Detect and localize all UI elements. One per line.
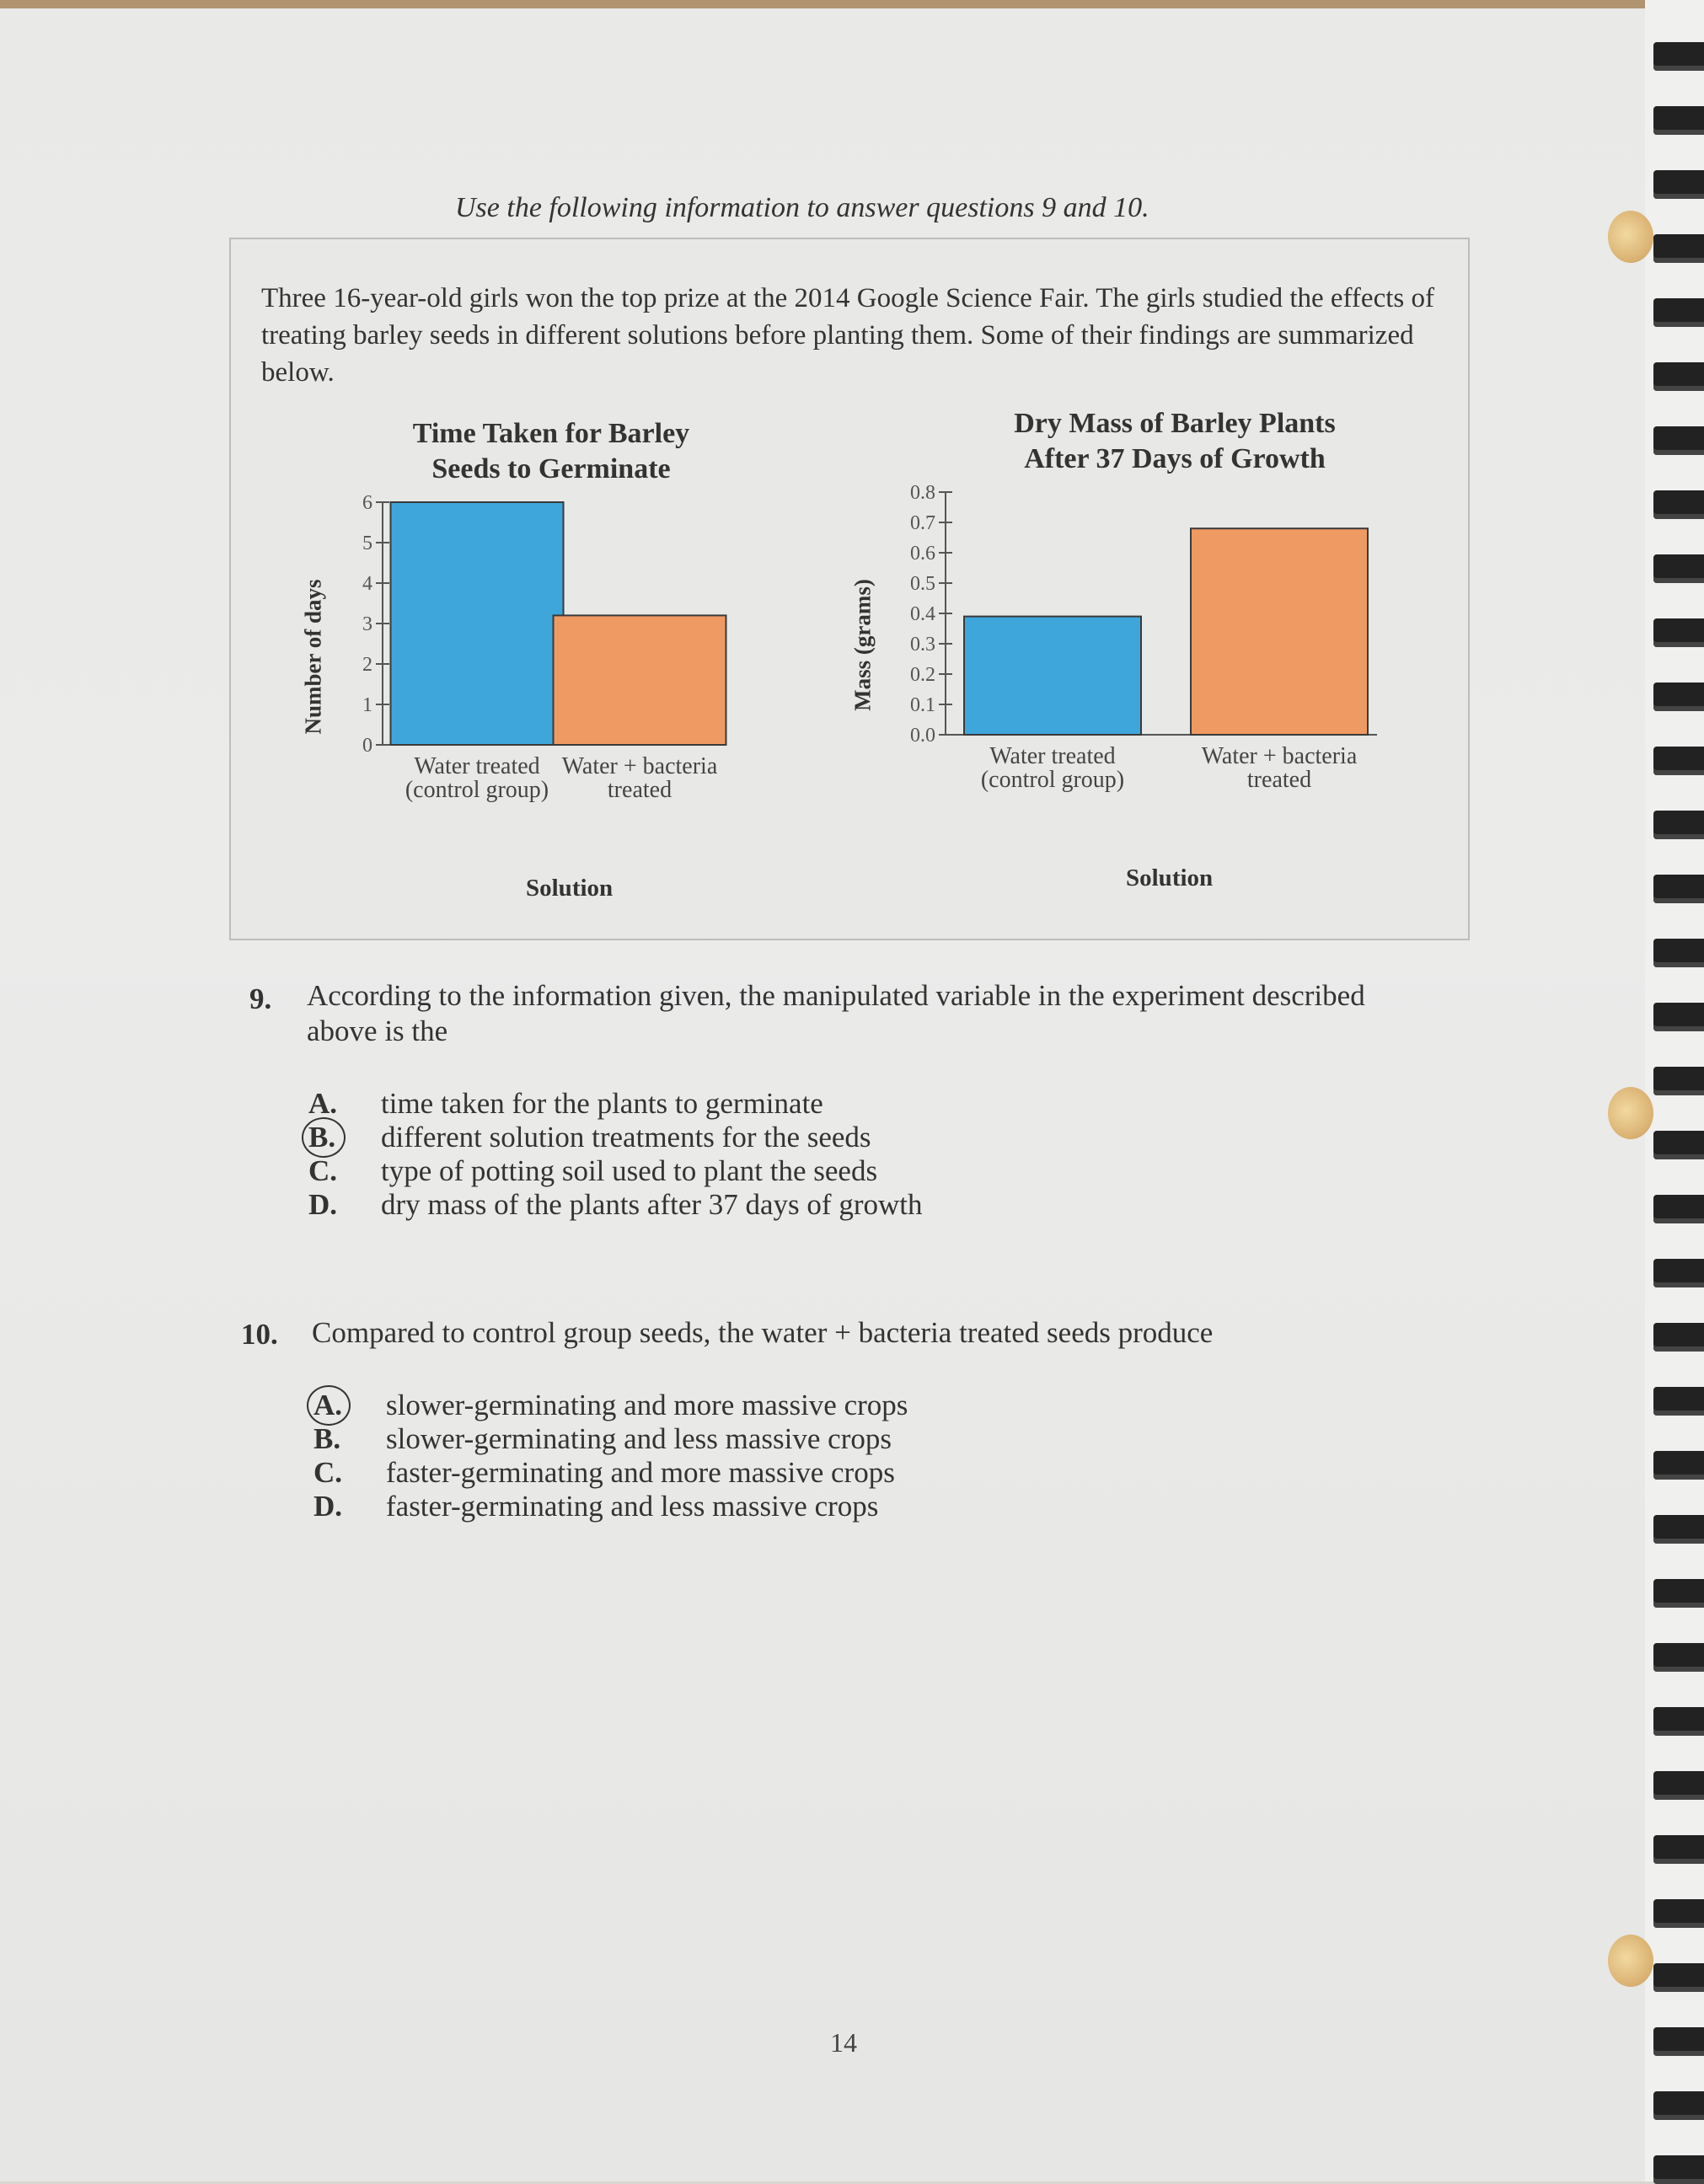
q9-option-c-text: type of potting soil used to plant the seeds <box>381 1154 878 1187</box>
punch-hole-middle <box>1608 1087 1653 1139</box>
binding-coil <box>1653 811 1704 839</box>
chart2-category-label: Water + bacteria <box>1201 743 1358 769</box>
q10-option-a-text: slower-germinating and more massive crops <box>386 1389 908 1421</box>
q10-option-a-letter-circled: A. <box>313 1389 364 1422</box>
binding-coil <box>1653 1451 1704 1480</box>
q10-option-d-letter: D. <box>313 1490 343 1523</box>
chart1-y-tick-label: 4 <box>362 573 372 595</box>
binding-coil <box>1653 747 1704 775</box>
passage-text: Three 16-year-old girls won the top prize at the 2014 Google Science Fair. The girls studied the effects of treating barley seeds in different solutions before planting them. Some of their findings are summarized below. <box>261 283 1434 388</box>
q10-option-c-text: faster-germinating and more massive crops <box>386 1456 895 1489</box>
q9-option-d-letter: D. <box>308 1188 338 1221</box>
chart2-title <box>947 406 1402 477</box>
q9-option-b-letter-circled: B. <box>308 1121 359 1154</box>
table-edge <box>0 0 1704 8</box>
binding-coil <box>1653 106 1704 135</box>
chart2-y-tick-label: 0.2 <box>910 664 935 686</box>
q10-option-b-text: slower-germinating and less massive crops <box>386 1422 892 1455</box>
chart1-plot <box>298 492 804 812</box>
binding-coil <box>1653 298 1704 327</box>
chart1-bar-1 <box>391 502 564 745</box>
binding-coil <box>1653 426 1704 455</box>
binding-coil <box>1653 1003 1704 1031</box>
chart1-y-tick-label: 1 <box>362 694 372 716</box>
chart2-y-tick-label: 0.4 <box>910 603 935 625</box>
page-number: 14 <box>830 2027 857 2058</box>
q10-option-d-text: faster-germinating and less massive crops <box>386 1490 879 1523</box>
chart1-bar-2 <box>554 615 726 745</box>
question-9 <box>249 979 1446 1058</box>
chart2-bar-1 <box>964 617 1141 735</box>
question-9-text-line1: According to the information given, the manipulated variable in the experiment described <box>307 979 1365 1012</box>
binding-coil <box>1653 1579 1704 1608</box>
chart1-y-tick-label: 6 <box>362 492 372 514</box>
chart2-category-label: (control group) <box>980 767 1125 793</box>
q9-option-a-text: time taken for the plants to germinate <box>381 1087 823 1120</box>
chart1-y-axis-title: Number of days <box>300 579 326 735</box>
binding-coil <box>1653 1131 1704 1159</box>
chart1-svg <box>298 492 804 812</box>
chart1-category-label: Water treated <box>414 753 540 779</box>
binding-coil <box>1653 2155 1704 2184</box>
binding-coil <box>1653 490 1704 519</box>
chart1-category-label: Water + bacteria <box>561 753 718 779</box>
binding-coil <box>1653 1771 1704 1800</box>
chart1-y-tick-label: 0 <box>362 735 372 757</box>
binding-coil <box>1653 618 1704 647</box>
question-9-number: 9. <box>249 982 272 1015</box>
chart1-y-tick-label: 3 <box>362 613 372 635</box>
spiral-binding <box>1645 0 1704 2181</box>
chart2-y-tick-label: 0.3 <box>910 634 935 656</box>
binding-coil <box>1653 42 1704 71</box>
q10-option-b-letter: B. <box>313 1422 341 1455</box>
question-10-number: 10. <box>241 1318 278 1351</box>
binding-coil <box>1653 1323 1704 1352</box>
binding-coil <box>1653 1259 1704 1287</box>
chart2-y-tick-label: 0.7 <box>910 512 935 534</box>
binding-coil <box>1653 554 1704 583</box>
binding-coil <box>1653 1515 1704 1544</box>
chart2-title-line1: Dry Mass of Barley Plants <box>1014 408 1336 439</box>
chart1-title <box>357 416 745 487</box>
binding-coil <box>1653 1835 1704 1864</box>
chart1-title-line2: Seeds to Germinate <box>431 453 671 484</box>
chart1-category-label: (control group) <box>405 777 549 803</box>
chart2-category-label: treated <box>1246 767 1312 793</box>
binding-coil <box>1653 1707 1704 1736</box>
instructions: Use the following information to answer questions 9 and 10. <box>455 192 1149 223</box>
chart2-bar-2 <box>1191 528 1368 735</box>
binding-coil <box>1653 875 1704 903</box>
binding-coil <box>1653 939 1704 967</box>
chart2-y-tick-label: 0.0 <box>910 725 935 747</box>
chart1-x-axis-title: Solution <box>526 875 614 902</box>
punch-hole-bottom <box>1608 1935 1653 1987</box>
information-box <box>229 238 1470 940</box>
chart2-x-axis-title: Solution <box>1126 864 1214 891</box>
chart2-y-tick-label: 0.1 <box>910 694 935 716</box>
chart2-y-tick-label: 0.5 <box>910 573 935 595</box>
q9-option-a-letter: A. <box>308 1087 338 1120</box>
q9-option-d-text: dry mass of the plants after 37 days of growth <box>381 1188 923 1221</box>
chart2-y-tick-label: 0.8 <box>910 482 935 504</box>
binding-coil <box>1653 2091 1704 2120</box>
chart1-y-tick-label: 2 <box>362 654 372 676</box>
punch-hole-top <box>1608 211 1653 263</box>
question-9-text-line2: above is the <box>307 1014 448 1047</box>
binding-coil <box>1653 682 1704 711</box>
binding-coil <box>1653 1067 1704 1095</box>
chart2-y-axis-title: Mass (grams) <box>849 579 876 711</box>
chart2-svg <box>871 484 1411 804</box>
question-10-text: Compared to control group seeds, the water + bacteria treated seeds produce <box>312 1316 1214 1349</box>
q9-option-b-text: different solution treatments for the seeds <box>381 1121 871 1154</box>
binding-coil <box>1653 1387 1704 1416</box>
chart1-y-tick-label: 5 <box>362 533 372 554</box>
binding-coil <box>1653 170 1704 199</box>
binding-coil <box>1653 362 1704 391</box>
binding-coil <box>1653 1643 1704 1672</box>
chart2-plot <box>871 484 1411 804</box>
binding-coil <box>1653 1963 1704 1992</box>
binding-coil <box>1653 1899 1704 1928</box>
question-10 <box>241 1318 1438 1358</box>
binding-coil <box>1653 2027 1704 2056</box>
chart1-category-label: treated <box>607 777 672 803</box>
binding-coil <box>1653 234 1704 263</box>
q9-option-c-letter: C. <box>308 1154 338 1187</box>
q10-option-c-letter: C. <box>313 1456 343 1489</box>
chart2-y-tick-label: 0.6 <box>910 543 935 565</box>
chart2-title-line2: After 37 Days of Growth <box>1024 443 1326 474</box>
chart2-category-label: Water treated <box>989 743 1116 769</box>
chart1-title-line1: Time Taken for Barley <box>412 418 690 449</box>
binding-coil <box>1653 1195 1704 1223</box>
